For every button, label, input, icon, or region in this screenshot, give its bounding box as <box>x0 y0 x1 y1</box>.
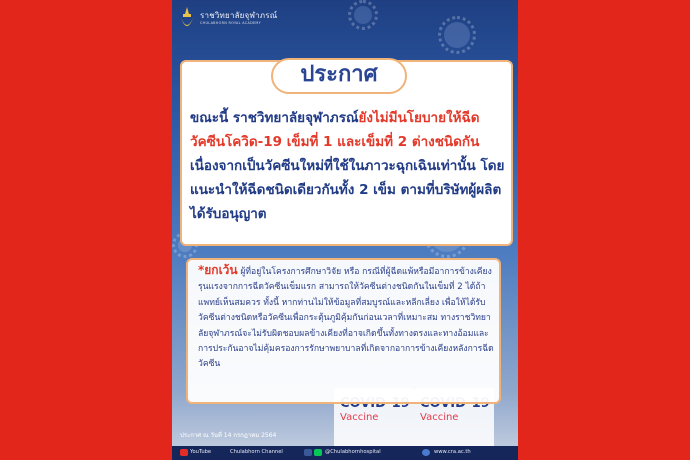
announcement-title: ประกาศ <box>300 62 378 87</box>
academy-logo-icon <box>178 6 196 32</box>
logo-title: ราชวิทยาลัยจุฬาภรณ์ <box>200 11 278 20</box>
vial-subtitle: Vaccine <box>340 412 379 423</box>
poster-header <box>172 0 518 42</box>
line-icon <box>314 449 322 456</box>
body-prefix: ขณะนี้ ราชวิทยาลัยจุฬาภรณ์ <box>190 110 359 126</box>
vial-subtitle: Vaccine <box>420 412 459 423</box>
announcement-date: ประกาศ ณ วันที่ 14 กรกฎาคม 2564 <box>180 432 277 439</box>
exception-body: ผู้ที่อยู่ในโครงการศึกษาวิจัย หรือ กรณีที่ผู้ฉีดแพ้หรือมีอาการข้างเคียงรุนแรงจากการฉีดวัคซีนเข็มแรก สามารถให้วัคซีนต่างชนิดกันในเข็มที่ 2 ได้ถ้าแพทย์เห็นสมควร ทั้งนี้ หากท่านไม่ให้ข้อมูลที่สมบูรณ์และหลีกเลี่ยง เพื่อให้ได้รับวัคซีนต่างชนิดหรือวัคซีนเพื่อกระตุ้นภูมิคุ้มกันก่อนเวลาที่เหมาะสม ทางราชวิทยาลัยจุฬาภรณ์จะไม่รับผิดชอบผลข้างเคียงที่อาจเกิดขึ้นทั้งทางตรงและทางอ้อมและการประกันอาจไม่คุ้มครองการรักษาพยาบาลที่เกิดจากอาการข้างเคียงหลังการฉีดวัคซีน <box>198 267 494 370</box>
channel-label: Chulabhorn Channel <box>230 449 283 455</box>
website-link[interactable]: www.cra.ac.th <box>434 449 471 455</box>
logo-subtitle: CHULABHORN ROYAL ACADEMY <box>200 21 262 25</box>
social-handle: @Chulabhornhospital <box>325 449 381 455</box>
facebook-icon <box>304 449 312 456</box>
body-paragraph-2: เนื่องจากเป็นวัคซีนใหม่ที่ใช้ในภาวะฉุกเฉินเท่านั้น โดยแนะนำให้ฉีดชนิดเดียวกันทั้ง 2 เข็ม ตามที่บริษัทผู้ผลิตได้รับอนุญาต <box>190 158 505 222</box>
youtube-label: YouTube <box>190 449 212 455</box>
announcement-card <box>180 60 513 246</box>
body-paragraph-1 <box>190 106 506 154</box>
exception-text <box>198 263 496 373</box>
announcement-body <box>190 106 506 226</box>
body-highlight: ยังไม่มีนโยบายให้ฉีดวัคซีนโควิด-19 เข็มที่ 1 และเข็มที่ 2 ต่างชนิดกัน <box>190 110 480 150</box>
globe-icon <box>422 449 430 456</box>
poster-footer <box>172 446 518 460</box>
announcement-poster <box>172 0 518 460</box>
exception-label: *ยกเว้น <box>198 263 238 277</box>
exception-card <box>186 258 501 404</box>
youtube-icon <box>180 449 188 456</box>
title-pill <box>271 58 407 94</box>
